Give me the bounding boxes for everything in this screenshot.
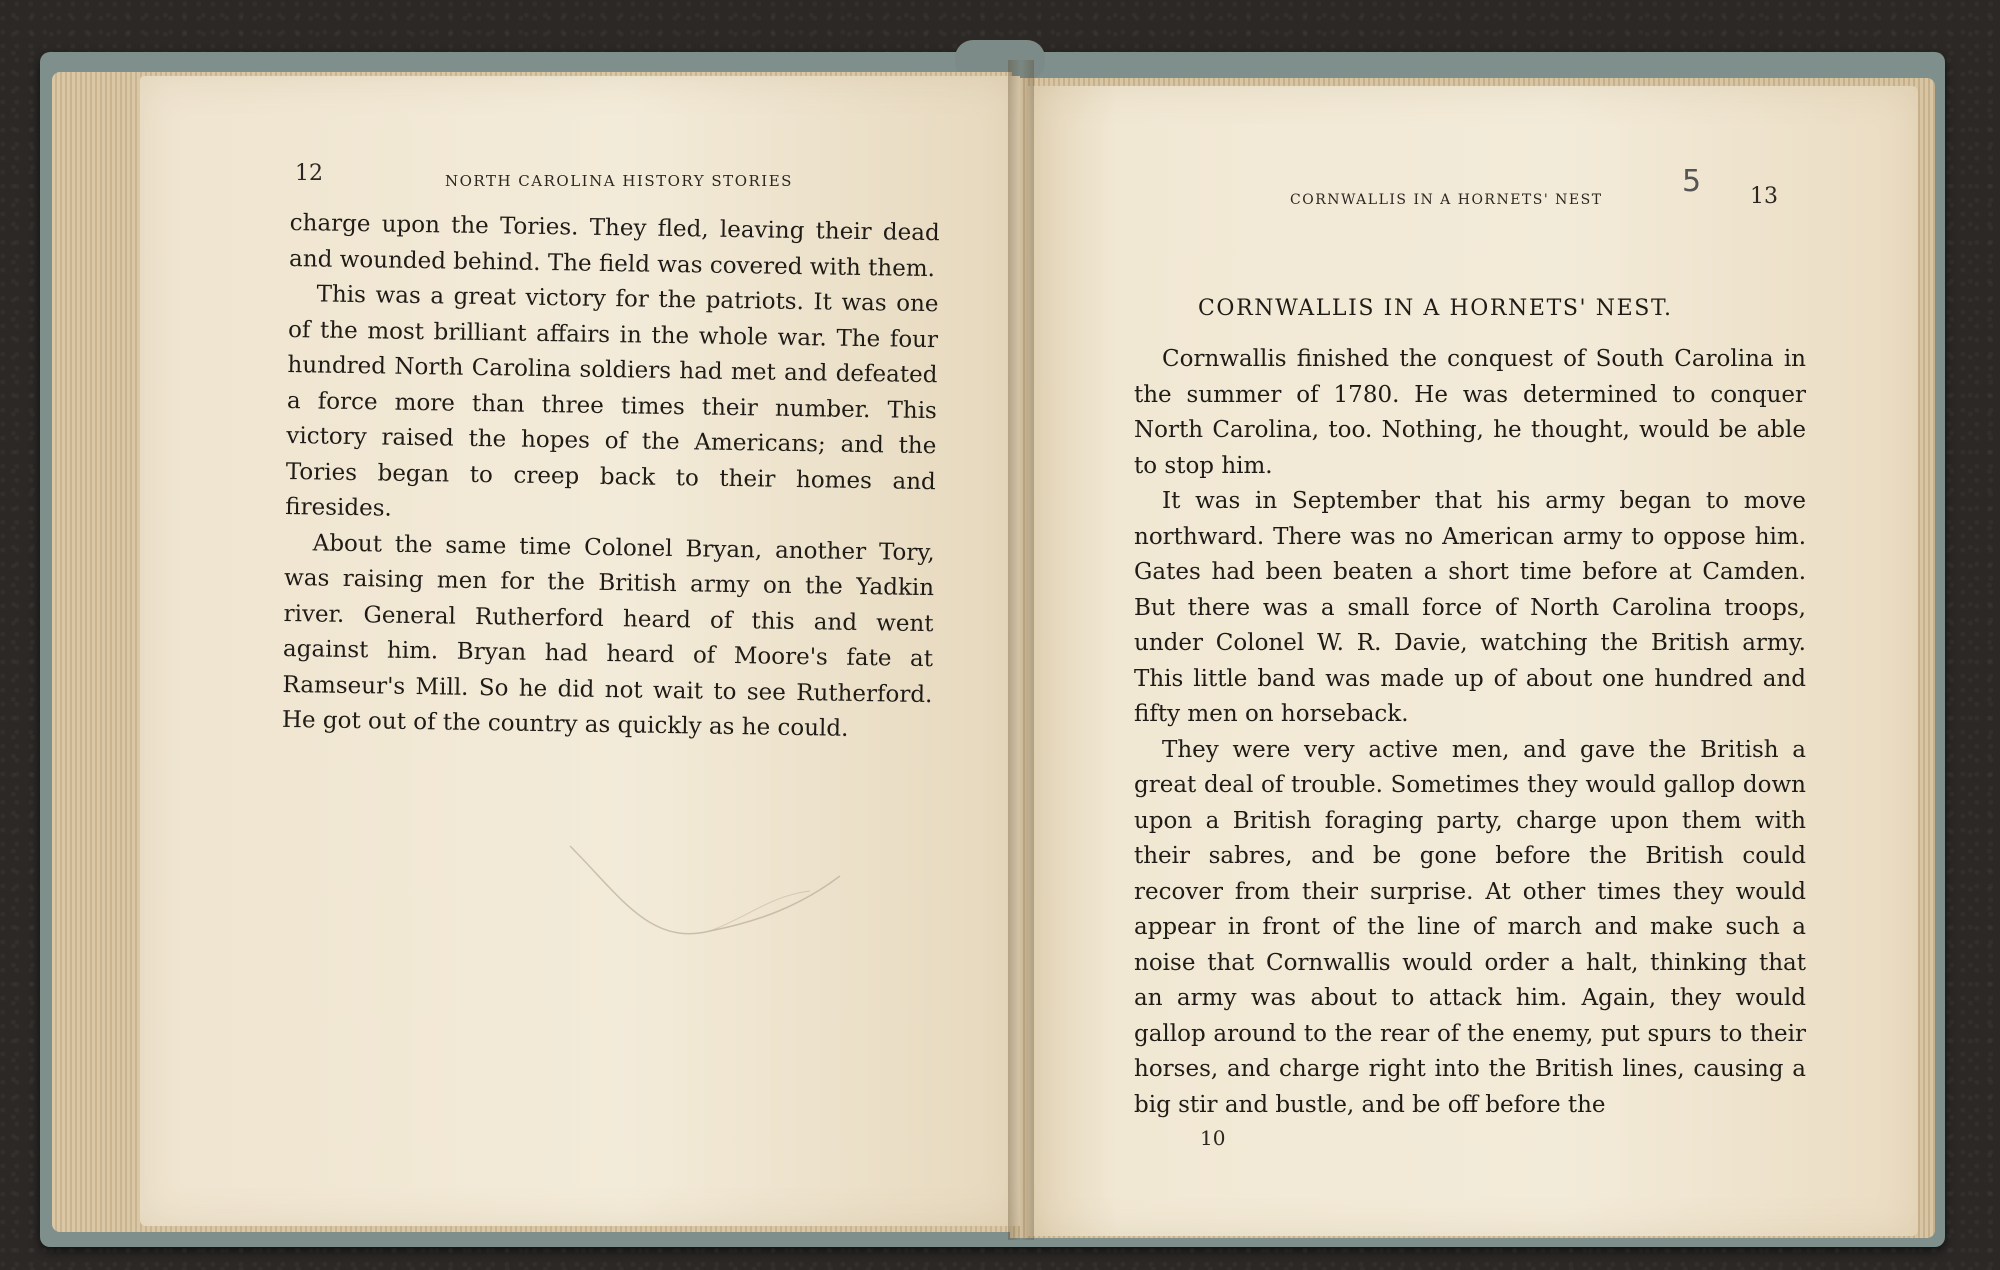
left-page-number: 12 [295, 161, 323, 186]
left-page [140, 76, 1020, 1226]
pencil-page-mark: 5 [1682, 164, 1702, 199]
left-running-head: NORTH CAROLINA HISTORY STORIES [445, 172, 793, 190]
paragraph: It was in September that his army began to move northward. There was no American army to oppose him. Gates had been beaten a short time before at Camden. But there was a small force of North Carolina troops, under Colonel W. R. Davie, watching the British army. This little band was made up of about one hundred and fifty men on horseback. [1134, 488, 1806, 727]
pencil-scrawl [560, 836, 860, 956]
paragraph: They were very active men, and gave the British a great deal of trouble. Sometimes they would gallop down upon a British foraging party, charge upon them with their sabres, and be gone before the British could recover from their surprise. At other times they would appear in front of the line of march and make such a noise that Cornwallis would order a halt, thinking that an army was about to attack him. Again, they would gallop around to the rear of the enemy, put spurs to their horses, and charge right into the British lines, causing a big stir and bustle, and be off before the [1134, 736, 1806, 1118]
right-page-text [1134, 342, 1806, 1123]
right-running-head: CORNWALLIS IN A HORNETS' NEST [1290, 192, 1603, 208]
paragraph: This was a great victory for the patriots. It was one of the most brilliant affairs in the whole war. The four hundred North Carolina soldiers had met and defeated a force more than three times their number. This victory raised the hopes of the Americans; and the Tories began to creep back to their homes and firesides. [285, 281, 939, 522]
chapter-title: CORNWALLIS IN A HORNETS' NEST. [1198, 296, 1673, 321]
left-page-text [282, 206, 940, 749]
paragraph: charge upon the Tories. They fled, leaving their dead and wounded behind. The field was covered with them. [288, 209, 940, 282]
right-page-number: 13 [1750, 184, 1778, 209]
signature-mark: 10 [1200, 1126, 1226, 1150]
book-gutter [1008, 60, 1034, 1240]
paragraph: About the same time Colonel Bryan, another Tory, was raising men for the British army on the Yadkin river. General Rutherford heard of this and went against him. Bryan had heard of Moore's fate at Ramseur's Mill. So he did not wait to see Rutherford. He got out of the country as quickly as he could. [281, 529, 935, 742]
paragraph: Cornwallis finished the conquest of South Carolina in the summer of 1780. He was determined to conquer North Carolina, too. Nothing, he thought, would be able to stop him. [1134, 346, 1806, 479]
right-page [1028, 86, 1918, 1236]
